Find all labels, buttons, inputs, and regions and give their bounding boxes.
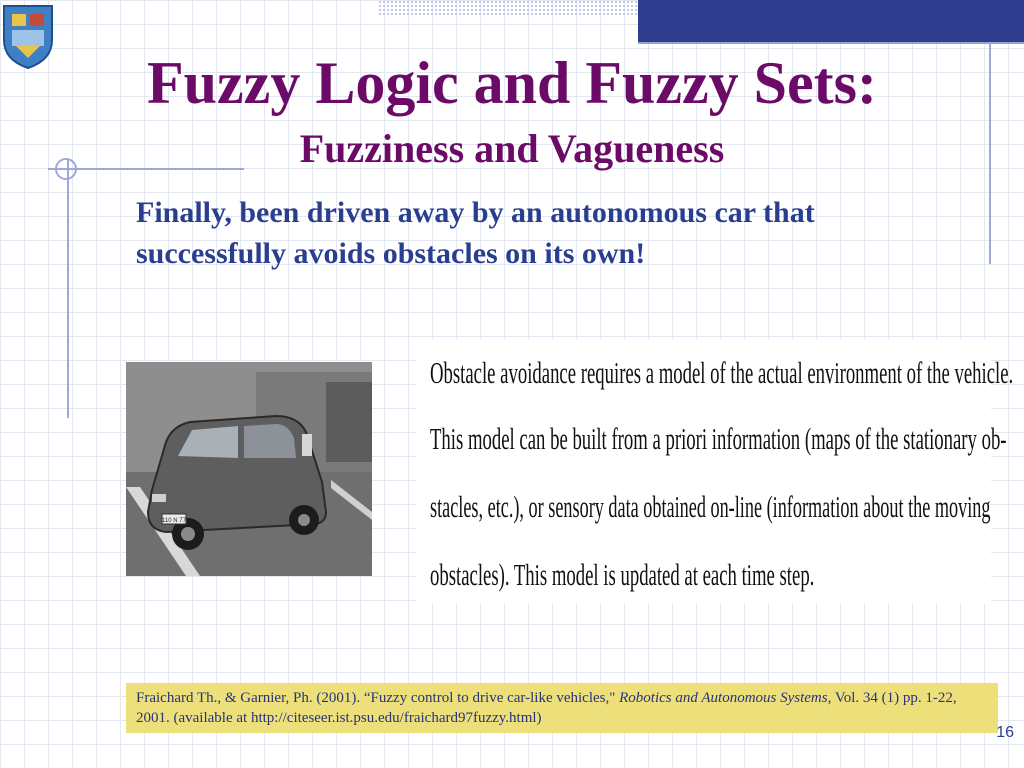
quote-line: obstacles). This model is updated at each time step. bbox=[430, 558, 815, 593]
top-header-bar bbox=[638, 0, 1024, 44]
quote-line: stacles, etc.), or sensory data obtained on-line (information about the moving bbox=[430, 490, 991, 525]
quoted-text-excerpt bbox=[416, 340, 1014, 604]
reference-text: Fraichard Th., & Garnier, Ph. (2001). “Fuzzy control to drive car-like vehicles," bbox=[136, 690, 620, 706]
slide-subtitle: Fuzziness and Vagueness bbox=[299, 126, 725, 171]
reference-journal: Robotics and Autonomous Systems bbox=[619, 690, 828, 706]
slide-body-text: Finally, been driven away by an autonomous car that successfully avoids obstacles on its own! bbox=[136, 196, 815, 270]
top-dotted-band bbox=[378, 0, 638, 16]
page-number: 16 bbox=[996, 724, 1014, 741]
decorative-vertical-rule bbox=[67, 160, 69, 418]
slide-title: Fuzzy Logic and Fuzzy Sets: bbox=[147, 50, 877, 116]
quote-line: This model can be built from a priori information (maps of the stationary ob- bbox=[430, 422, 1007, 457]
quote-line: Obstacle avoidance requires a model of the actual environment of the vehicle. bbox=[430, 356, 1014, 391]
car-license-plate: 110 N 77 bbox=[162, 518, 186, 524]
autonomous-car-photo bbox=[126, 362, 372, 576]
reference-citation bbox=[126, 683, 998, 733]
reference-details: , Vol. 34 (1) pp. 1-22, 2001. (available at http://citeseer.ist.psu.edu/fraichard97fuzzy.html) bbox=[136, 690, 957, 726]
